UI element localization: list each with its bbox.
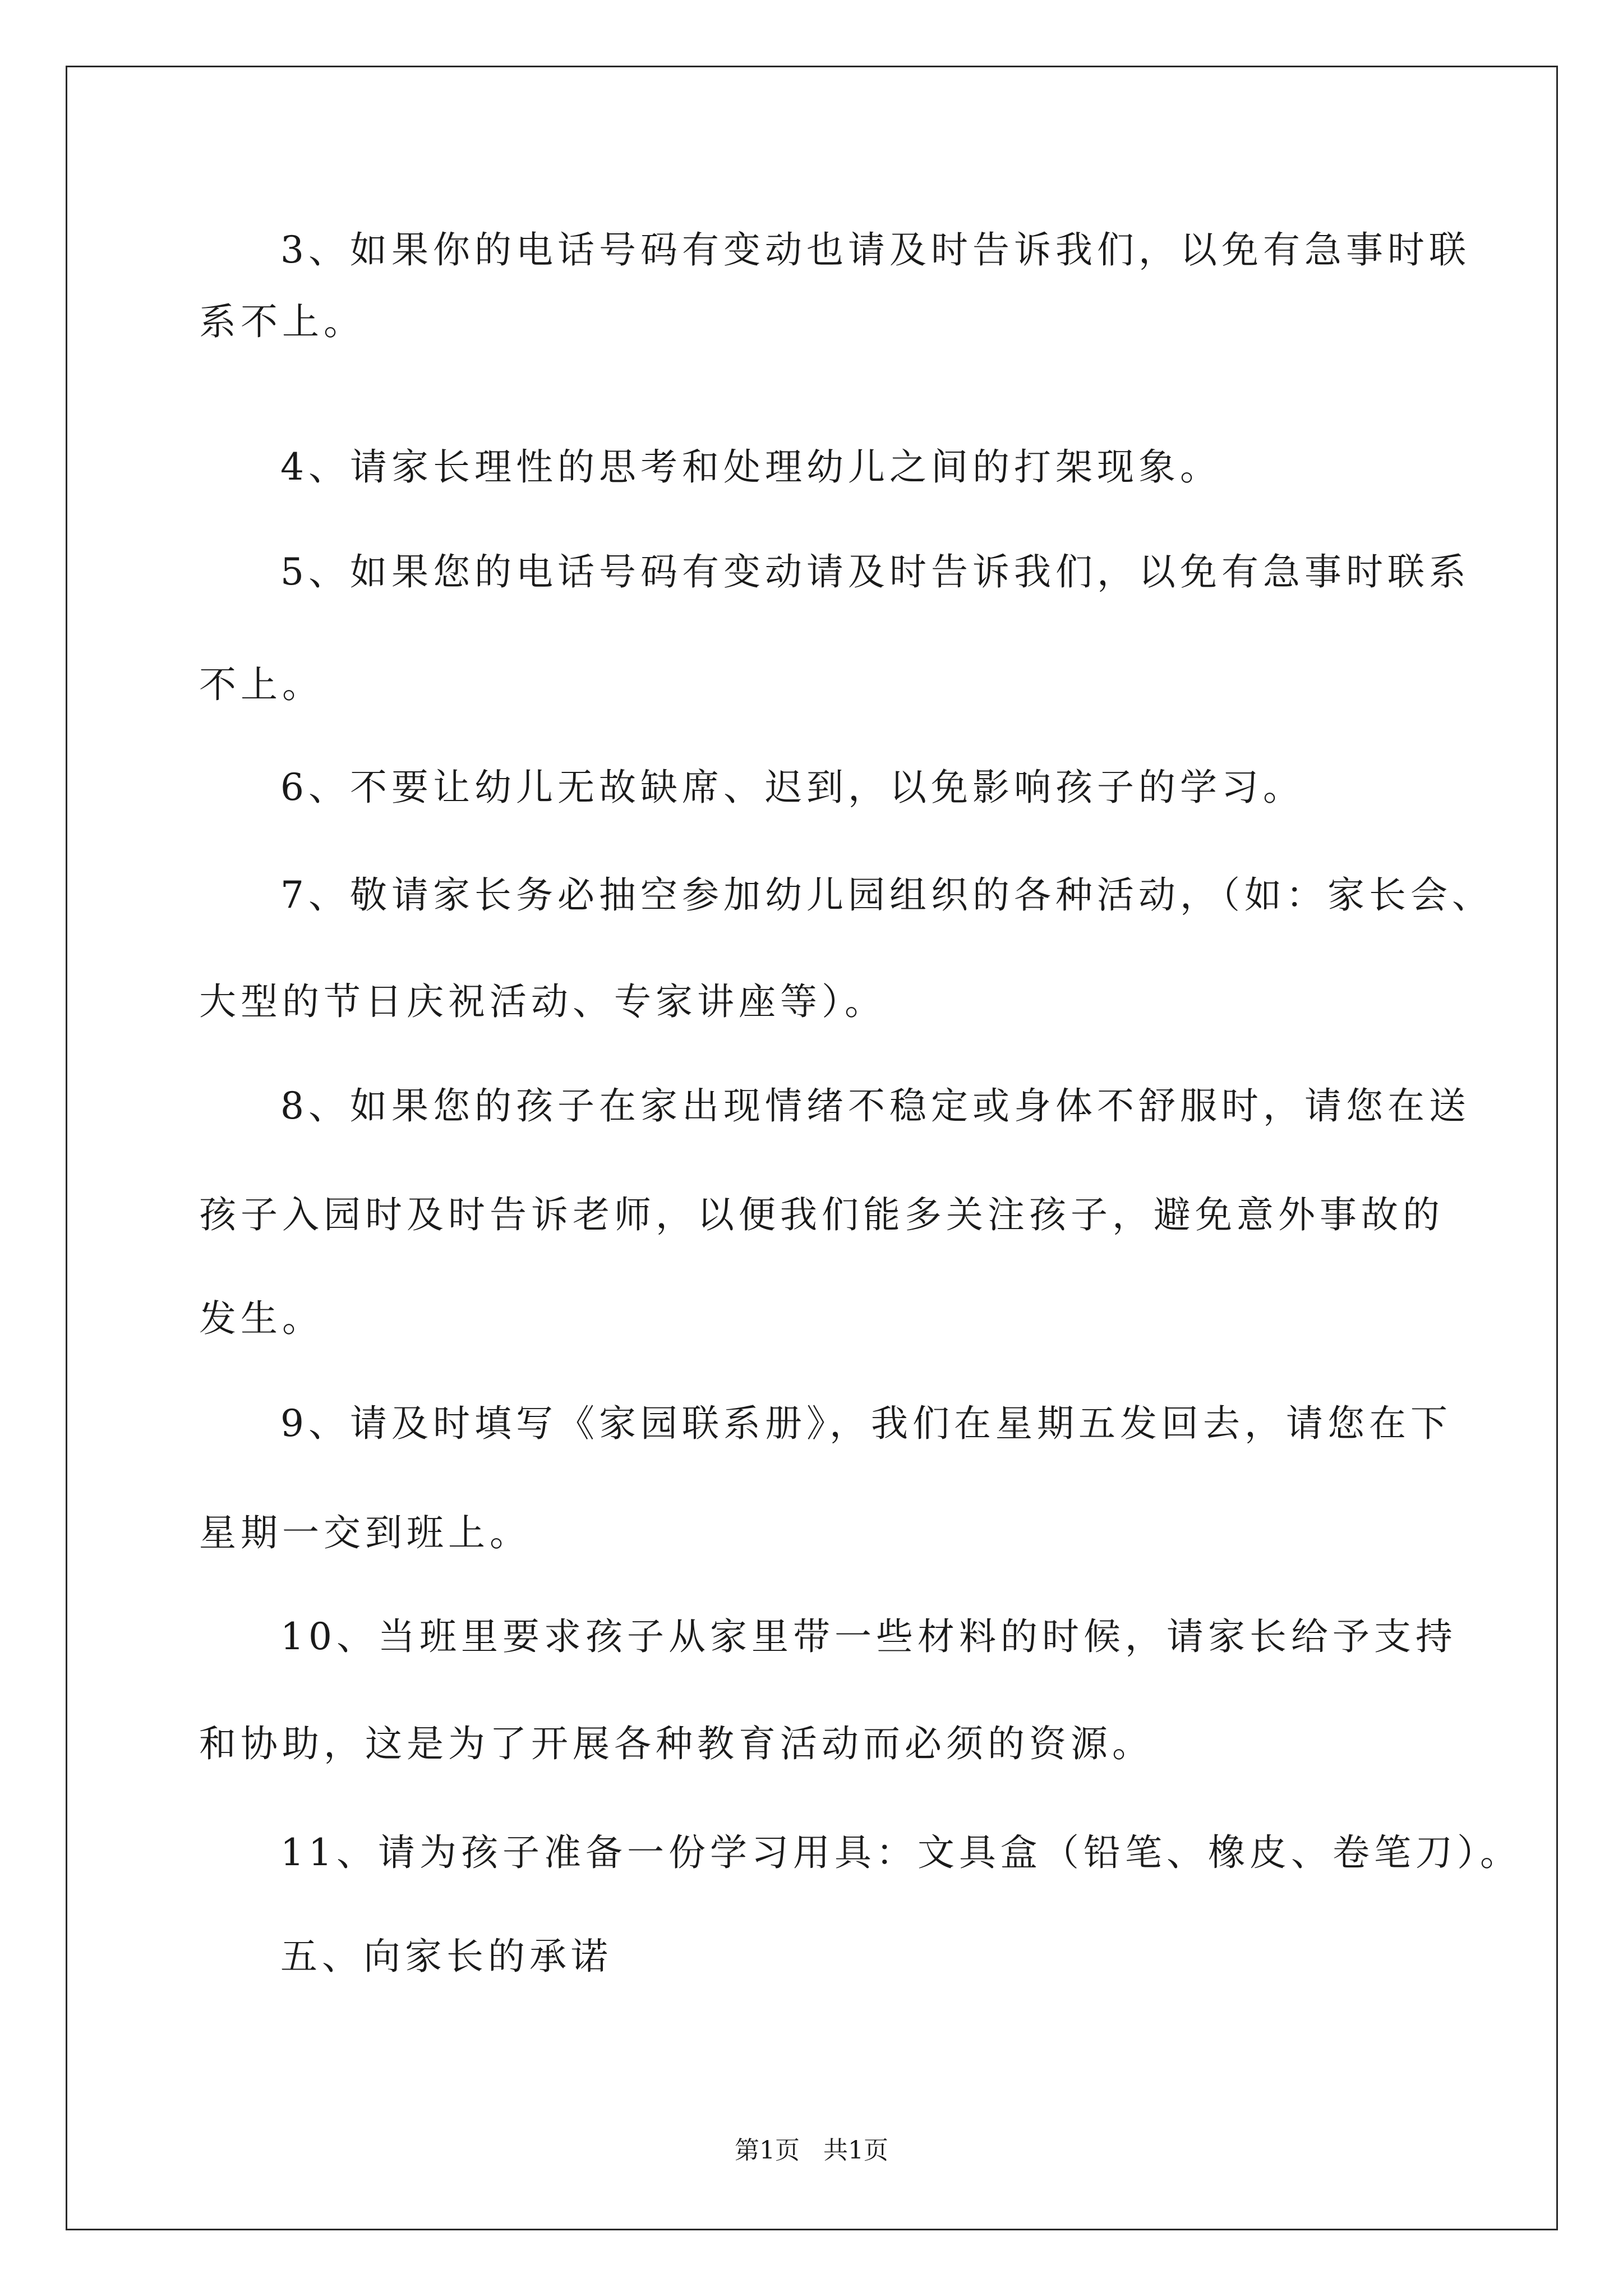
page-border — [66, 66, 1558, 2230]
item-11-line-1: 11、请为孩子准备一份学习用具：文具盒（铅笔、橡皮、卷笔刀）。 — [280, 1831, 1521, 1874]
item-10-line-2: 和协助，这是为了开展各种教育活动而必须的资源。 — [199, 1722, 1154, 1765]
item-9-line-1: 9、请及时填写《家园联系册》，我们在星期五发回去，请您在下 — [280, 1402, 1452, 1445]
item-8-line-1: 8、如果您的孩子在家出现情绪不稳定或身体不舒服时，请您在送 — [280, 1084, 1470, 1128]
page-footer: 第1页 共1页 — [735, 2136, 888, 2165]
item-7-line-2: 大型的节日庆祝活动、专家讲座等）。 — [199, 980, 886, 1023]
item-5-line-2: 不上。 — [199, 663, 324, 706]
item-4-line-1: 4、请家长理性的思考和处理幼儿之间的打架现象。 — [280, 445, 1221, 489]
item-10-line-1: 10、当班里要求孩子从家里带一些材料的时候，请家长给予支持 — [280, 1615, 1457, 1658]
item-8-line-2: 孩子入园时及时告诉老师，以便我们能多关注孩子，避免意外事故的 — [199, 1193, 1444, 1236]
item-9-line-2: 星期一交到班上。 — [199, 1511, 531, 1554]
item-6-line-1: 6、不要让幼儿无故缺席、迟到，以免影响孩子的学习。 — [280, 766, 1304, 809]
section-5-heading: 五、向家长的承诺 — [280, 1935, 612, 1978]
item-7-line-1: 7、敬请家长务必抽空参加幼儿园组织的各种活动，（如：家长会、 — [280, 873, 1493, 917]
item-3-line-2: 系不上。 — [199, 300, 365, 343]
item-3-line-1: 3、如果你的电话号码有变动也请及时告诉我们，以免有急事时联 — [280, 228, 1470, 272]
item-5-line-1: 5、如果您的电话号码有变动请及时告诉我们，以免有急事时联系 — [280, 550, 1470, 593]
item-8-line-3: 发生。 — [199, 1297, 324, 1340]
